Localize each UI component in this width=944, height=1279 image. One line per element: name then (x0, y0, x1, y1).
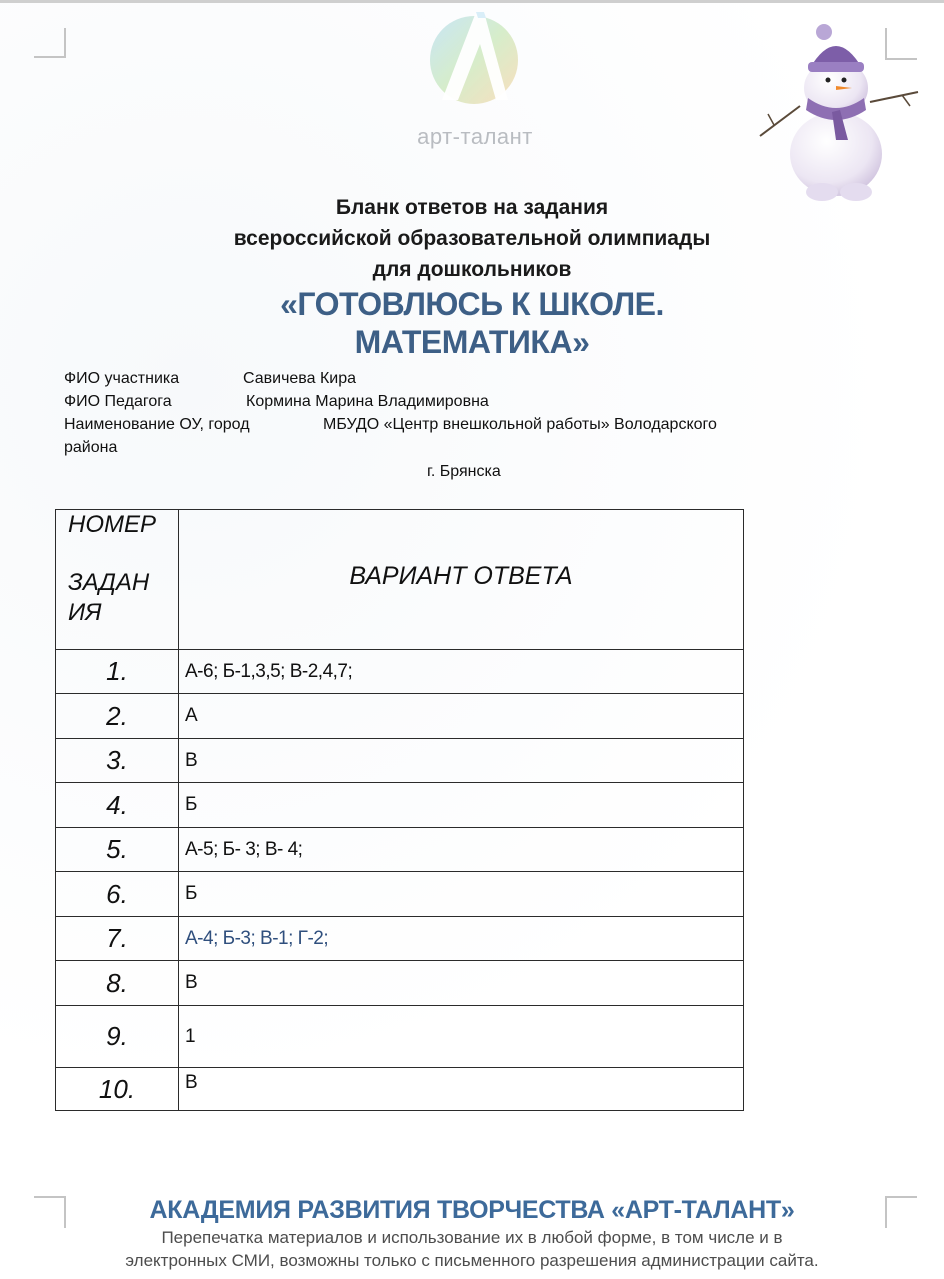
table-row (56, 917, 744, 961)
footer-line-2: электронных СМИ, возможны только с письменного разрешения администрации сайта. (125, 1251, 819, 1270)
task-answer: А-4; Б-3; В-1; Г-2; (179, 917, 744, 961)
title-line-3: для дошкольников (372, 258, 572, 281)
logo-text: арт-талант (417, 124, 533, 149)
participant-name-label: ФИО участника (64, 370, 180, 387)
table-row (56, 650, 744, 694)
task-number: 8. (56, 961, 179, 1006)
table-header-row (56, 510, 744, 650)
table-row (56, 872, 744, 917)
task-answer: В (179, 1068, 744, 1111)
teacher-name-value: Кормина Марина Владимировна (246, 393, 489, 410)
header-answer-variant: ВАРИАНТ ОТВЕТА (179, 510, 744, 650)
table-row (56, 694, 744, 739)
answers-table (55, 509, 744, 1111)
school-value: МБУДО «Центр внешкольной работы» Володарского (323, 416, 717, 433)
corner-mark-top-left (34, 28, 66, 58)
top-border-line (0, 0, 944, 3)
logo (410, 4, 540, 154)
title-line-1: Бланк ответов на задания (335, 196, 609, 219)
task-answer: Б (179, 783, 744, 828)
task-number: 2. (56, 694, 179, 739)
footer-title: АКАДЕМИЯ РАЗВИТИЯ ТВОРЧЕСТВА «АРТ-ТАЛАНТ» (149, 1196, 795, 1224)
task-answer: А (179, 694, 744, 739)
footer-line-1: Перепечатка материалов и использование их в любой форме, в том числе и в (161, 1228, 783, 1247)
header-task-number-line3: ИЯ (68, 599, 102, 626)
table-row (56, 828, 744, 872)
city-value: г. Брянска (427, 463, 501, 480)
art-talant-logo-icon (424, 4, 526, 114)
header-task-number-line2: ЗАДАН (68, 569, 150, 596)
task-answer: А-5; Б- 3; В- 4; (179, 828, 744, 872)
header-task-number-line1: НОМЕР (68, 511, 157, 538)
task-answer: В (179, 739, 744, 783)
table-row (56, 961, 744, 1006)
olympiad-line-2: МАТЕМАТИКА» (354, 324, 590, 360)
table-row (56, 1068, 744, 1111)
table-row (56, 1006, 744, 1068)
teacher-name-label: ФИО Педагога (64, 393, 172, 410)
task-number: 9. (56, 1006, 179, 1068)
task-number: 6. (56, 872, 179, 917)
footer-copyright (40, 1226, 904, 1272)
header-task-number (56, 510, 179, 650)
participant-name-value: Савичева Кира (243, 370, 357, 387)
task-number: 5. (56, 828, 179, 872)
task-answer: 1 (179, 1006, 744, 1068)
task-number: 3. (56, 739, 179, 783)
school-value-line2: района (64, 439, 118, 456)
school-label: Наименование ОУ, город (64, 416, 250, 433)
table-row (56, 783, 744, 828)
task-number: 4. (56, 783, 179, 828)
table-row (56, 739, 744, 783)
task-number: 7. (56, 917, 179, 961)
task-answer: Б (179, 872, 744, 917)
olympiad-name (100, 285, 844, 361)
title-line-2: всероссийской образовательной олимпиады (233, 227, 711, 250)
task-number: 1. (56, 650, 179, 694)
snowman-icon (752, 14, 924, 206)
task-number: 10. (56, 1068, 179, 1111)
task-answer: А-6; Б-1,3,5; В-2,4,7; (179, 650, 744, 694)
snowman-decoration (752, 14, 924, 206)
olympiad-line-1: «ГОТОВЛЮСЬ К ШКОЛЕ. (280, 286, 664, 322)
task-answer: В (179, 961, 744, 1006)
form-title (100, 192, 844, 285)
